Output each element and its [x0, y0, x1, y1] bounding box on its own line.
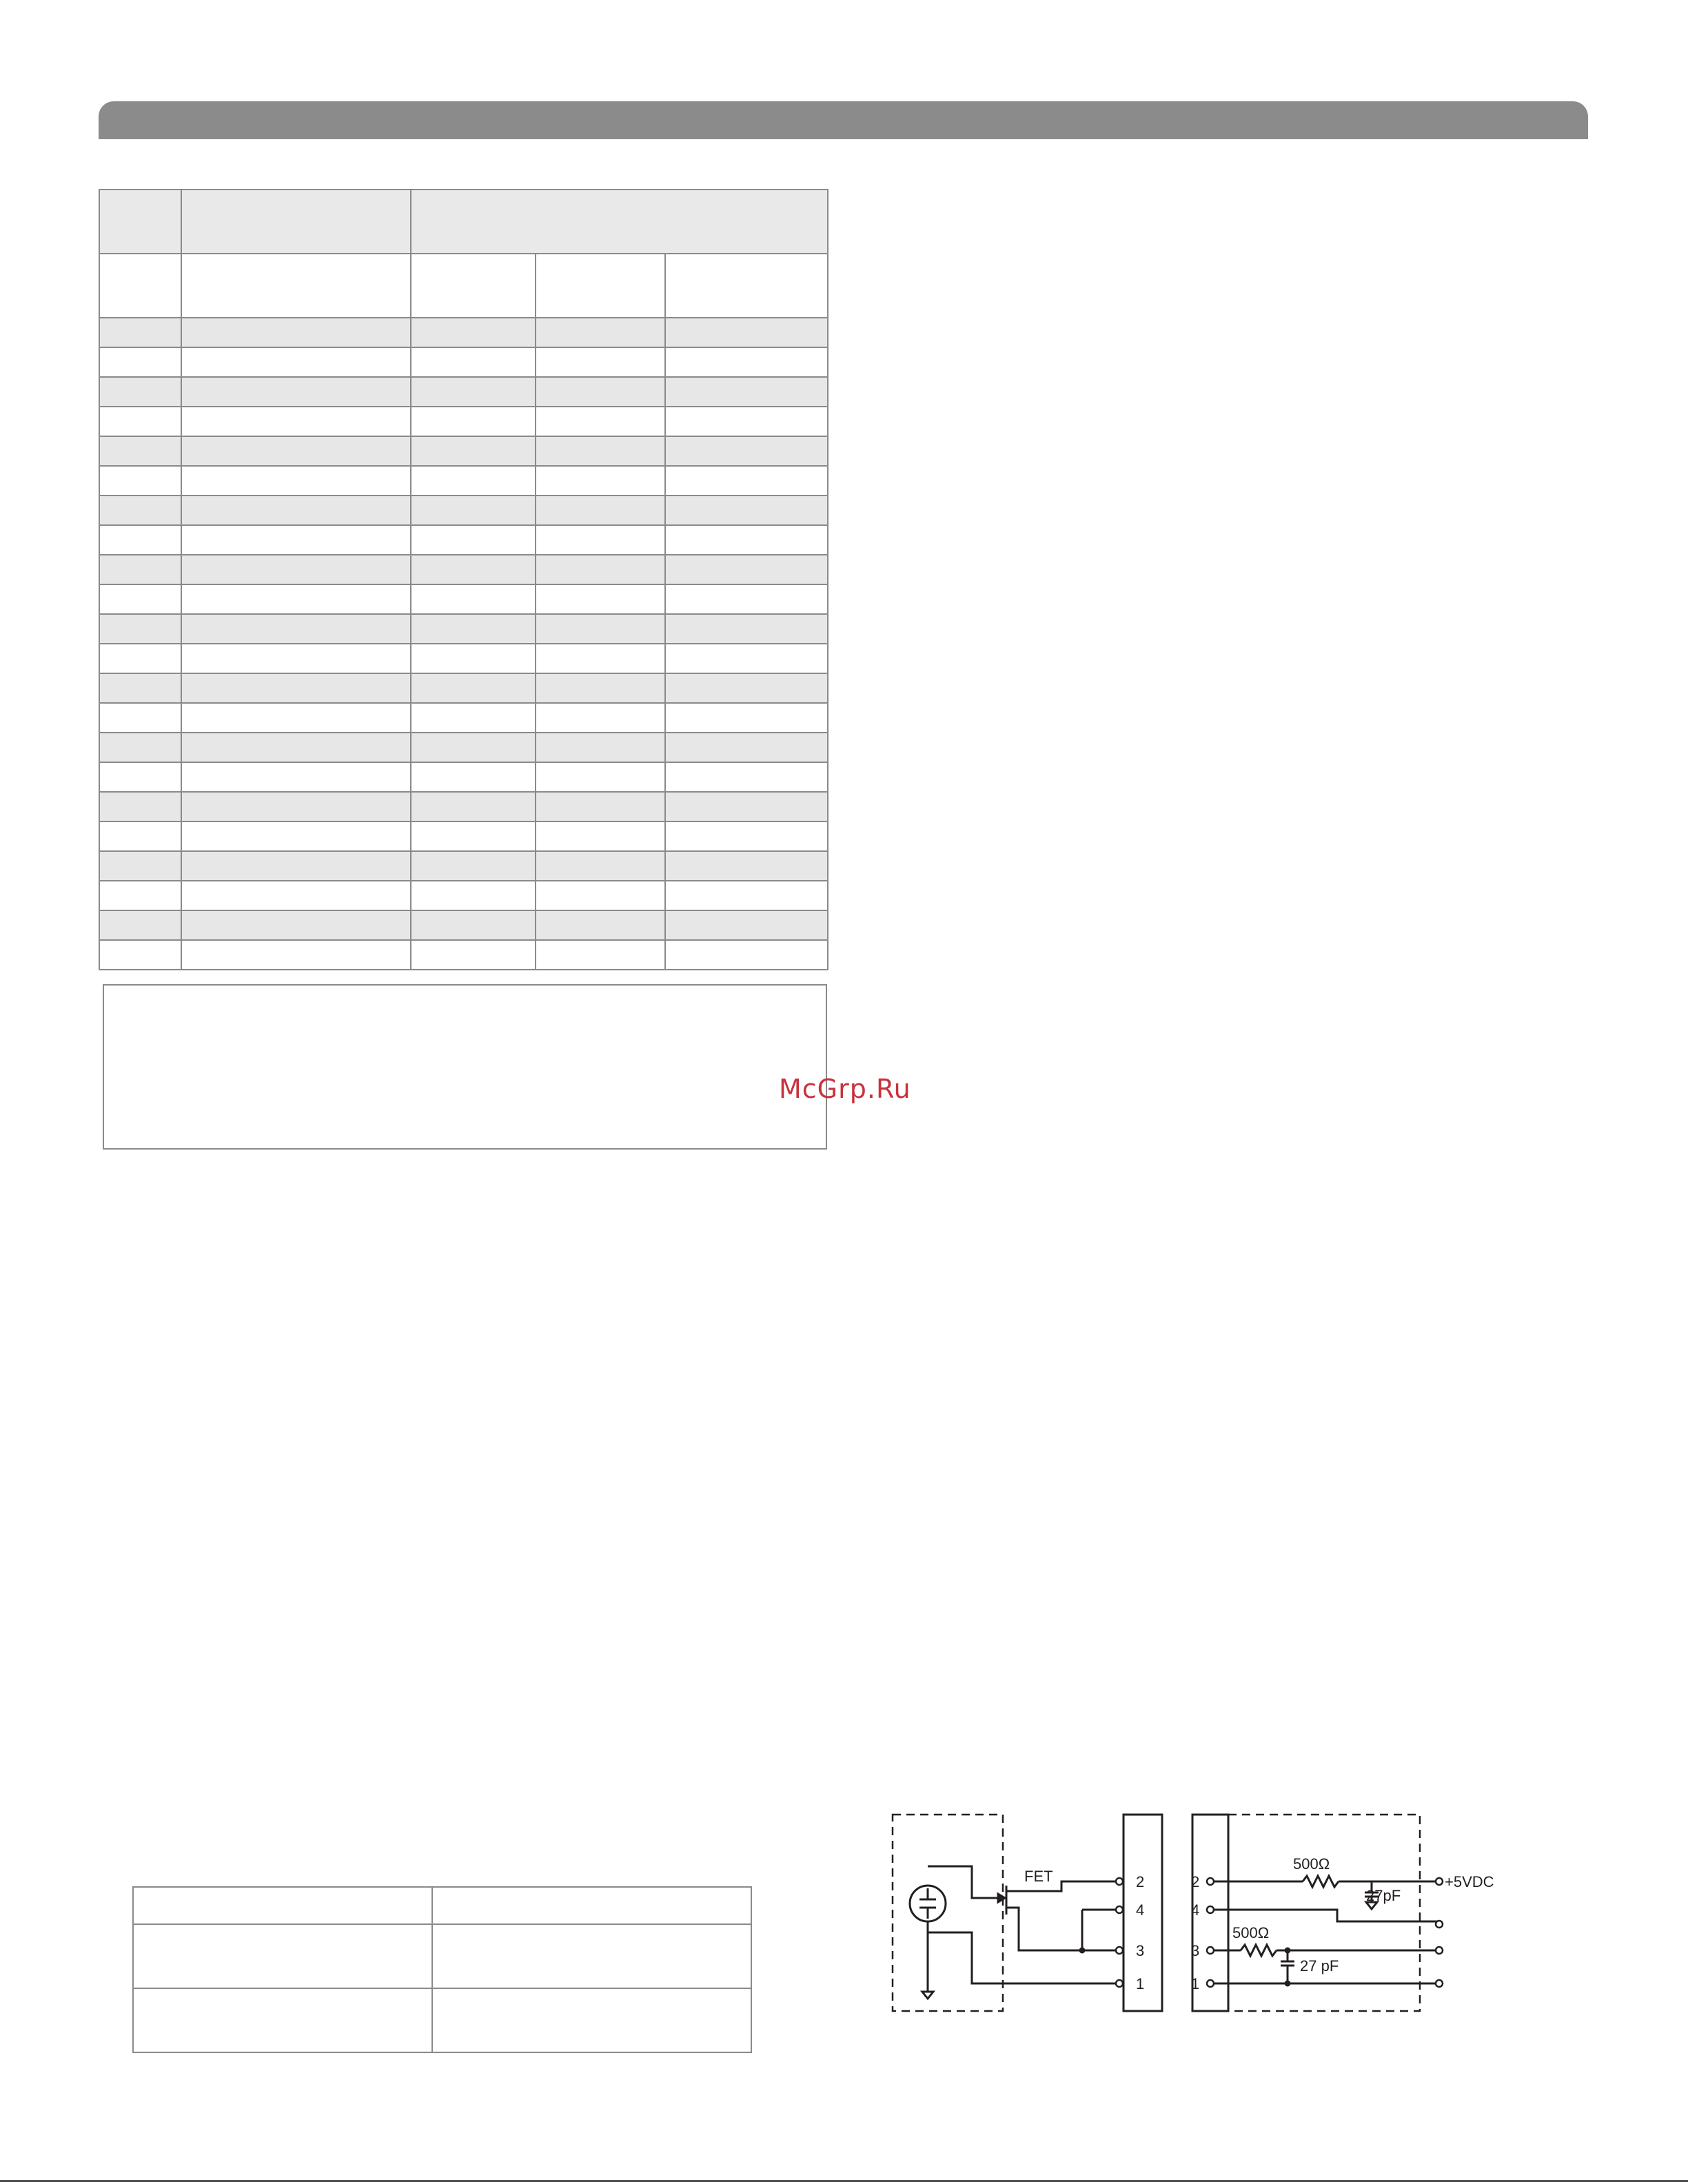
table-cell [411, 584, 536, 614]
table-cell [665, 733, 828, 762]
header-cell [99, 254, 181, 318]
table-cell [181, 762, 411, 792]
table-cell [536, 584, 665, 614]
header-cell [181, 254, 411, 318]
table-cell [536, 821, 665, 851]
table-cell [133, 1988, 432, 2052]
table-row [133, 1988, 751, 2052]
table-cell [99, 555, 181, 584]
table-cell [411, 851, 536, 881]
table-cell [411, 466, 536, 496]
table-cell [99, 496, 181, 525]
table-cell [99, 703, 181, 733]
table-cell [411, 703, 536, 733]
table-cell [181, 733, 411, 762]
ground-icon [922, 1992, 933, 1999]
table-cell [181, 555, 411, 584]
table-cell [665, 792, 828, 821]
table-cell [665, 555, 828, 584]
table-cell [536, 496, 665, 525]
wiring-schematic [889, 1811, 1523, 2018]
table-cell [133, 1887, 432, 1924]
table-cell [665, 881, 828, 910]
pin-label: 4 [1191, 1901, 1200, 1919]
note-box [103, 984, 827, 1150]
table-cell [99, 466, 181, 496]
table-cell [432, 1924, 751, 1988]
pin-label: 4 [1136, 1901, 1145, 1919]
table-cell [411, 910, 536, 940]
table-cell [99, 733, 181, 762]
table-row [99, 910, 828, 940]
table-cell [411, 733, 536, 762]
table-row [99, 525, 828, 555]
table-row [99, 821, 828, 851]
table-row [99, 614, 828, 644]
pin-label: 1 [1136, 1975, 1145, 1992]
supply-label: +5VDC [1445, 1873, 1494, 1890]
table-cell [411, 821, 536, 851]
table-cell [665, 940, 828, 970]
table-cell [181, 673, 411, 703]
table-cell [411, 644, 536, 673]
table-cell [411, 436, 536, 466]
header-cell [411, 254, 536, 318]
table-cell [665, 673, 828, 703]
table-cell [432, 1887, 751, 1924]
table-cell [665, 377, 828, 407]
table-cell [181, 436, 411, 466]
spec-table [99, 189, 828, 970]
table-row [99, 436, 828, 466]
table-cell [432, 1988, 751, 2052]
table-cell [99, 821, 181, 851]
table-cell [665, 436, 828, 466]
table-cell [99, 347, 181, 377]
table-cell [536, 762, 665, 792]
header-cell [536, 254, 665, 318]
table-row [99, 644, 828, 673]
table-cell [665, 614, 828, 644]
table-cell [99, 792, 181, 821]
table-cell [411, 525, 536, 555]
fet-label: FET [1024, 1868, 1053, 1885]
table-cell [536, 555, 665, 584]
table-cell [99, 318, 181, 347]
header-cell [181, 190, 411, 254]
table-cell [181, 940, 411, 970]
table-header-row [99, 190, 828, 254]
table-cell [411, 347, 536, 377]
table-cell [536, 436, 665, 466]
table-cell [99, 762, 181, 792]
table-cell [99, 407, 181, 436]
table-cell [181, 318, 411, 347]
table-cell [536, 733, 665, 762]
table-row [99, 673, 828, 703]
capacitor-label: 27pF [1366, 1887, 1401, 1904]
header-cell [665, 254, 828, 318]
table-row [99, 407, 828, 436]
table-row [99, 584, 828, 614]
table-cell [181, 584, 411, 614]
header-cell [99, 190, 181, 254]
table-cell [536, 851, 665, 881]
table-row [99, 733, 828, 762]
table-cell [665, 525, 828, 555]
table-cell [536, 703, 665, 733]
table-cell [665, 347, 828, 377]
table-cell [536, 377, 665, 407]
table-cell [665, 910, 828, 940]
table-cell [99, 644, 181, 673]
capacitor-label: 27 pF [1300, 1957, 1339, 1974]
table-cell [181, 614, 411, 644]
resistor-icon [1241, 1945, 1277, 1956]
resistor-label: 500Ω [1232, 1924, 1270, 1941]
table-cell [411, 614, 536, 644]
table-row [99, 762, 828, 792]
table-cell [536, 940, 665, 970]
table-cell [99, 525, 181, 555]
table-cell [536, 347, 665, 377]
table-cell [181, 821, 411, 851]
table-cell [536, 614, 665, 644]
table-cell [665, 821, 828, 851]
table-row [99, 792, 828, 821]
table-cell [411, 940, 536, 970]
table-cell [99, 436, 181, 466]
table-subheader-row [99, 254, 828, 318]
table-row [133, 1924, 751, 1988]
table-cell [536, 466, 665, 496]
table-cell [665, 762, 828, 792]
table-cell [411, 762, 536, 792]
table-row [99, 466, 828, 496]
small-table [132, 1886, 752, 2053]
table-cell [665, 851, 828, 881]
table-cell [536, 318, 665, 347]
table-cell [536, 792, 665, 821]
table-cell [181, 377, 411, 407]
table-cell [536, 644, 665, 673]
table-cell [181, 347, 411, 377]
pin-label: 3 [1136, 1942, 1145, 1959]
table-cell [99, 614, 181, 644]
table-row [99, 703, 828, 733]
pin-label: 1 [1191, 1975, 1200, 1992]
table-cell [665, 644, 828, 673]
table-cell [133, 1924, 432, 1988]
table-cell [536, 881, 665, 910]
table-cell [181, 466, 411, 496]
table-cell [536, 407, 665, 436]
table-cell [99, 377, 181, 407]
table-cell [411, 673, 536, 703]
table-cell [665, 496, 828, 525]
table-cell [99, 940, 181, 970]
table-cell [411, 407, 536, 436]
table-cell [411, 496, 536, 525]
watermark: McGrp.Ru [779, 1074, 911, 1104]
table-cell [181, 881, 411, 910]
table-cell [99, 881, 181, 910]
sensor-dashed-box [893, 1815, 1003, 2011]
table-cell [665, 466, 828, 496]
table-row [133, 1887, 751, 1924]
table-cell [411, 377, 536, 407]
table-cell [181, 703, 411, 733]
table-cell [536, 525, 665, 555]
pin-label: 2 [1136, 1873, 1145, 1890]
table-cell [665, 584, 828, 614]
table-row [99, 940, 828, 970]
resistor-label: 500Ω [1293, 1855, 1330, 1872]
table-cell [536, 673, 665, 703]
table-row [99, 851, 828, 881]
table-cell [181, 644, 411, 673]
table-cell [411, 881, 536, 910]
table-cell [181, 910, 411, 940]
table-cell [99, 673, 181, 703]
table-cell [181, 792, 411, 821]
footer-rule [0, 2180, 1688, 2182]
table-cell [181, 496, 411, 525]
table-row [99, 496, 828, 525]
table-cell [99, 584, 181, 614]
table-row [99, 555, 828, 584]
table-cell [536, 910, 665, 940]
table-cell [411, 318, 536, 347]
table-cell [99, 910, 181, 940]
table-cell [665, 703, 828, 733]
resistor-icon [1303, 1876, 1339, 1887]
table-cell [665, 318, 828, 347]
table-cell [181, 851, 411, 881]
pin-label: 2 [1191, 1873, 1200, 1890]
header-cell [411, 190, 828, 254]
table-row [99, 318, 828, 347]
table-cell [665, 407, 828, 436]
table-row [99, 377, 828, 407]
table-row [99, 881, 828, 910]
table-cell [99, 851, 181, 881]
table-cell [411, 555, 536, 584]
section-header-bar [99, 101, 1588, 139]
table-cell [181, 407, 411, 436]
pin-label: 3 [1191, 1942, 1200, 1959]
table-cell [181, 525, 411, 555]
table-row [99, 347, 828, 377]
table-cell [411, 792, 536, 821]
